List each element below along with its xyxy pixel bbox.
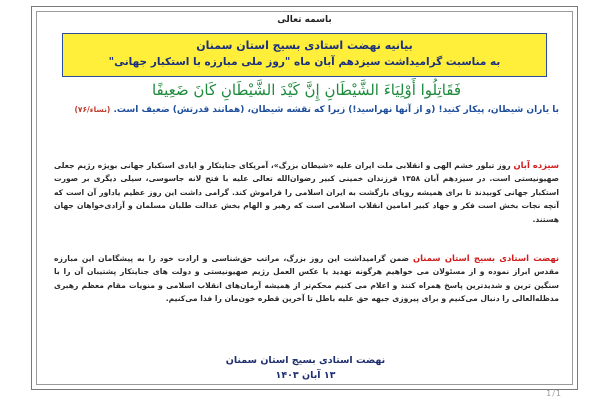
paragraph-2-lead: نهضت استادی بسیج استان سمنان <box>412 253 560 263</box>
title-line-2: به مناسبت گرامیداشت سیزدهم آبان ماه "روز ملی مبارزه با استکبار جهانی" <box>108 56 501 68</box>
signature-date: ۱۳ آبان ۱۴۰۳ <box>275 370 336 381</box>
paragraph-1-lead: سیزده آبان <box>513 160 559 170</box>
title-line-1: بیانیه نهضت استادی بسیج استان سمنان <box>196 39 413 52</box>
verse-reference: (نساء/۷۶) <box>74 105 111 114</box>
paragraph-2-text: ضمن گرامیداشت این روز بزرگ، مراتب حق‌شناسی و ارادت خود را به پیشگامان این مبارزه مقدس ابراز نموده و از مسئولان می خواهیم هرگونه تهدید یا عکس العمل رژیم صهیونیستی و دولت های جنایتکار پشتیبان آن را با سنگین ترین و شدیدترین پاسخ همراه کنند و اعلام می کنیم محکم‌تر از همیشه آرمان‌های انقلاب اسلامی و منویات مقام معظم رهبری مدظله‌العالی را دنبال می‌کنیم و برای پیروزی جبهه حق علیه باطل تا آخرین قطره خون‌مان را فدا می‌کنیم. <box>54 254 559 304</box>
bismillah-heading: باسمه تعالی <box>277 15 332 25</box>
quran-verse: فَقَاتِلُوا أَوْلِيَاءَ الشَّيْطَانِ إِنَّ كَيْدَ الشَّيْطَانِ كَانَ ضَعِيفًا <box>151 81 462 99</box>
page-indicator: 1/1 <box>546 389 562 398</box>
paragraph-2 <box>54 252 559 306</box>
document-page <box>31 6 578 390</box>
paragraph-1-text: روز تبلور خشم الهی و انقلابی ملت ایران علیه «شیطان بزرگ»، آمریکای جنایتکار و ایادی استکبار جهانی بویژه رژیم جعلی صهیونیستی است. در سیزدهم آبان ۱۳۵۸ فرزندان خمینی کبیر رضوان‌الله تعالی علیه با فتح لانه جاسوسی، سیلی دیگری بر صورت استکبار جهانی کوبیدند تا برای همیشه رویای بازگشت به ایران اسلامی را فراموش کند. گرامی داشت این روز عظیم یاداور آن است که آنچه نجات بخش است فکر و جهاد کبیر امامین انقلاب اسلامی است که رهبر و الهام بخش عدالت طلبان مسلمان و آزادی‌خواهان جهان هستند. <box>54 161 559 224</box>
verse-translation-text: با یاران شیطان، پیکار کنید! (و از آنها نهراسید!) زیرا که نقشه شیطان، (همانند قدرتش) ضعیف است. <box>113 105 559 115</box>
paragraph-1 <box>54 159 559 226</box>
signature-name: نهضت استادی بسیج استان سمنان <box>225 355 386 366</box>
verse-translation <box>54 103 559 117</box>
title-banner <box>62 33 547 77</box>
